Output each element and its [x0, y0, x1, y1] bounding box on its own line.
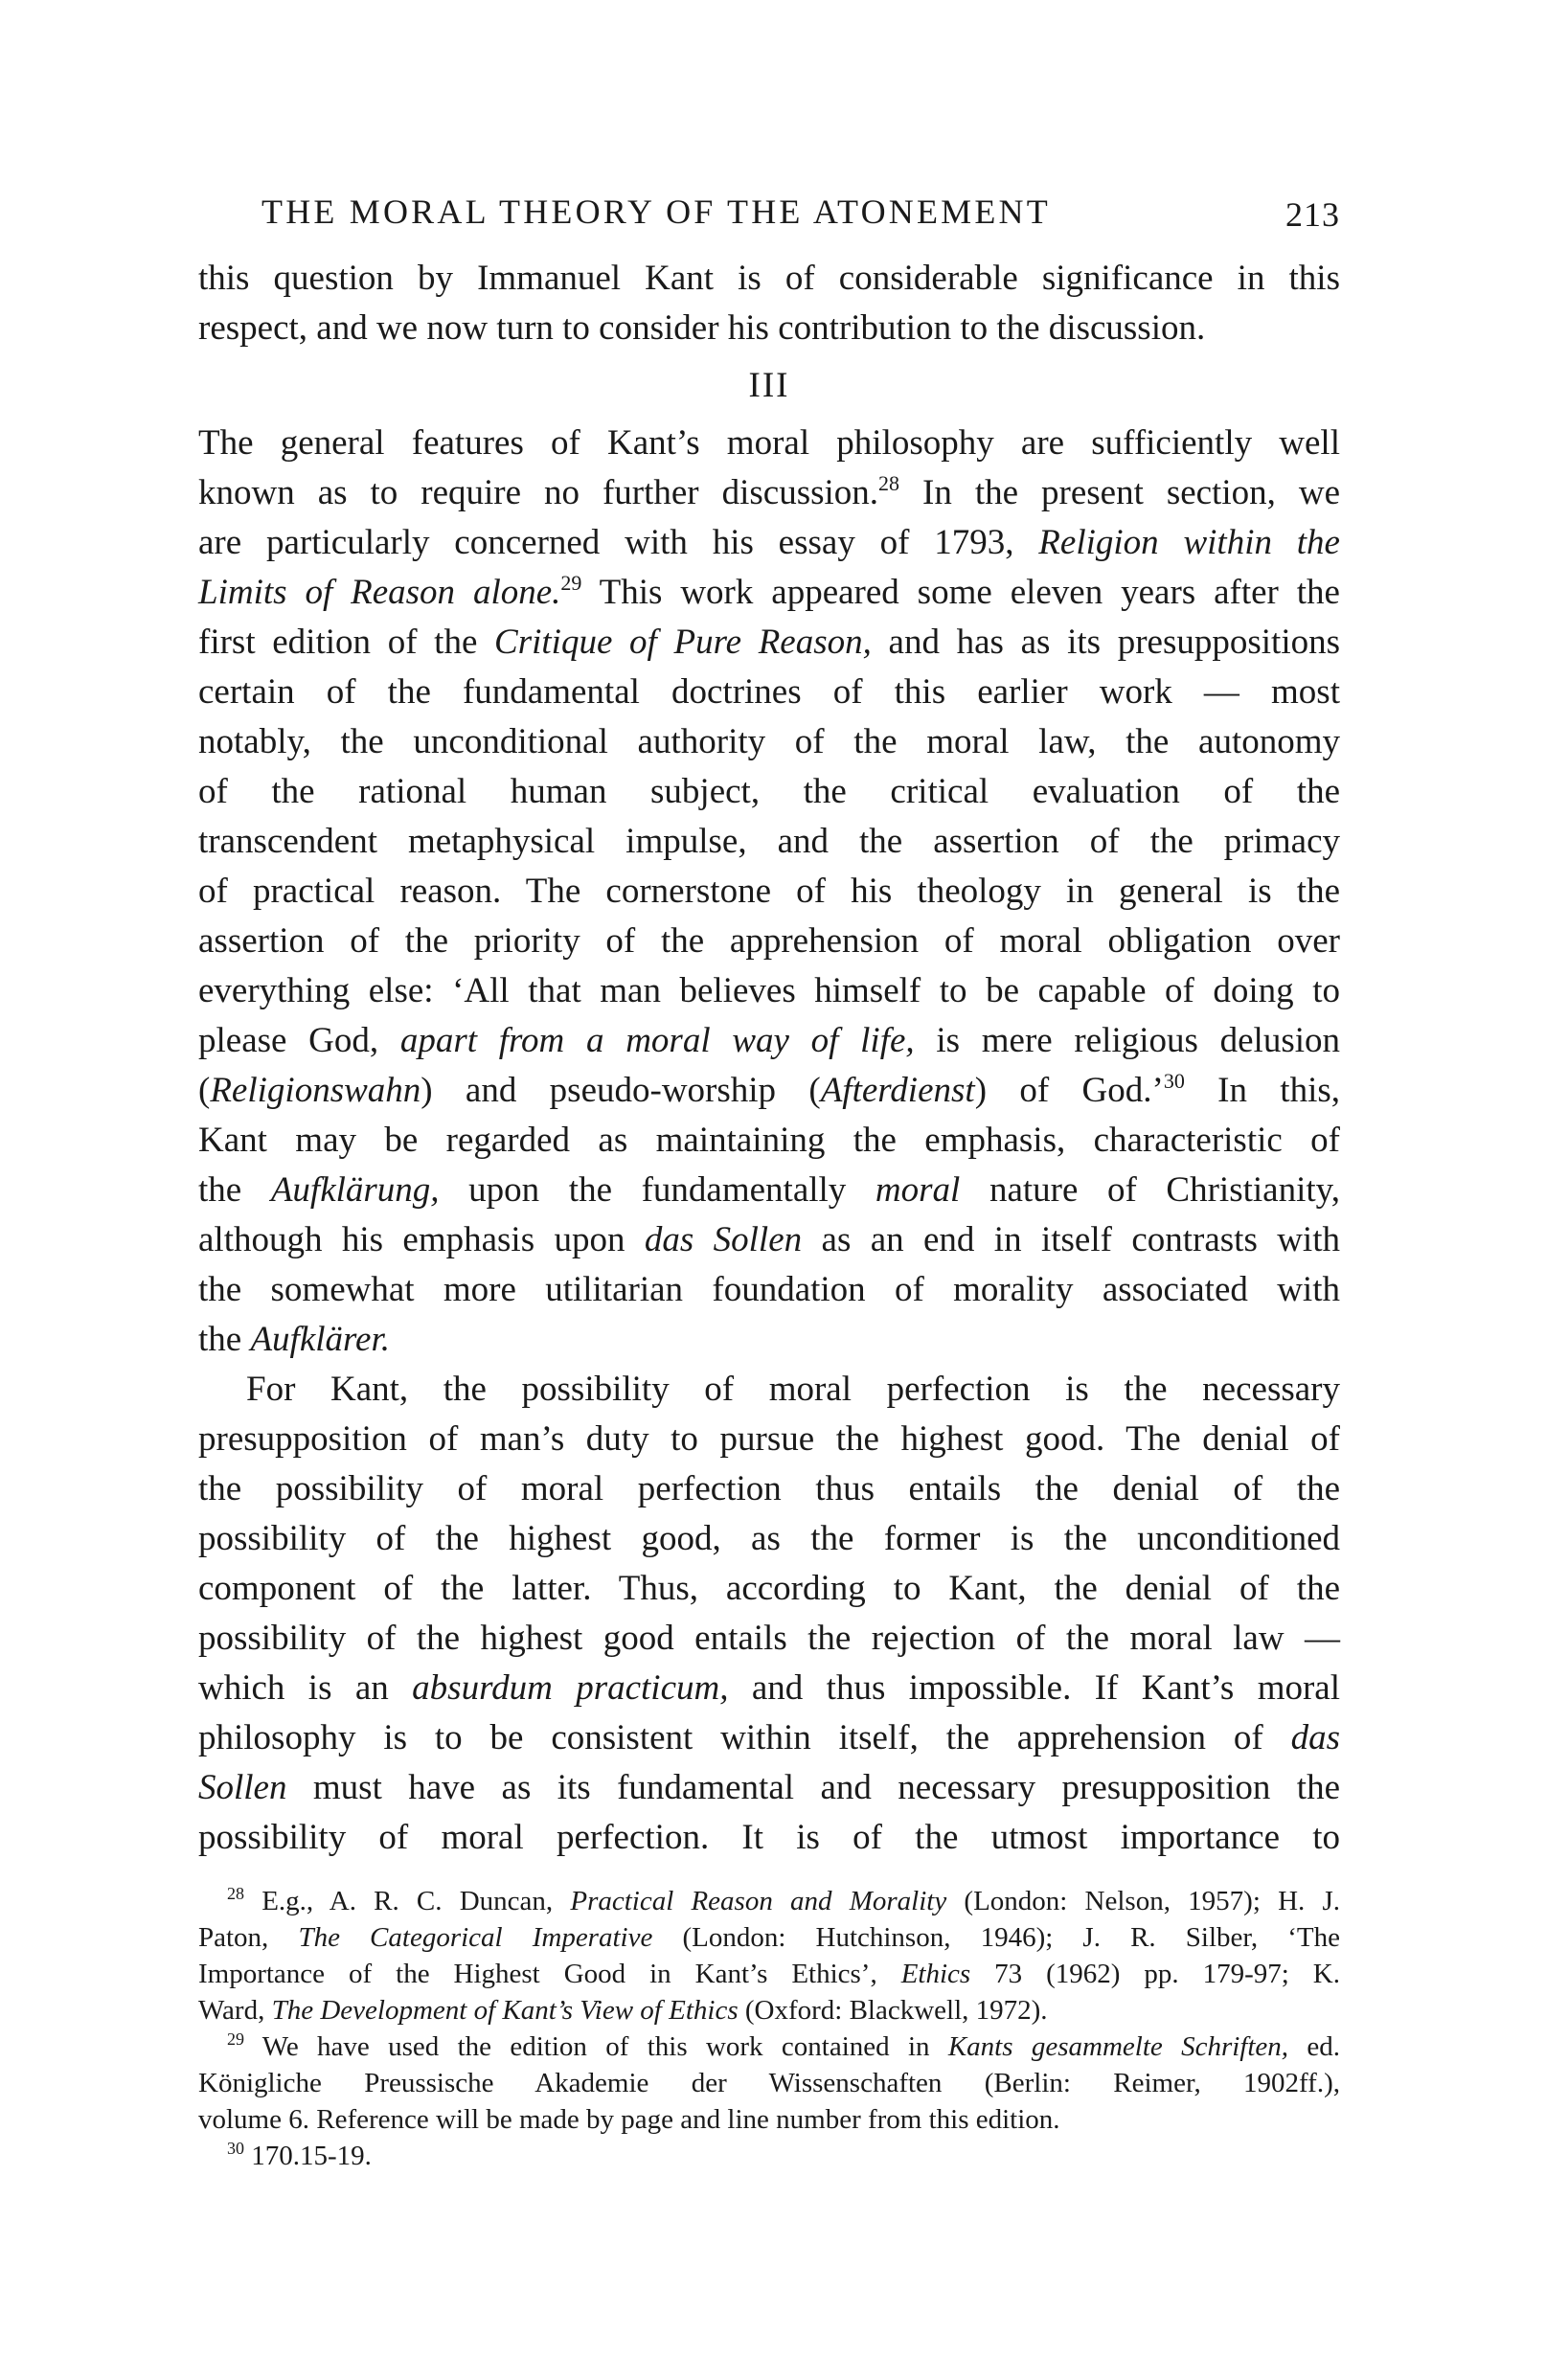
footnote-line: $^{28}$ E.g., A. R. C. Duncan, Practical Reason and Morality (London: Nelson, 1957); H. J.	[227, 1884, 1340, 1916]
footnote-line: Importance of the Highest Good in Kant’s Ethics’, Ethics 73 (1962) pp. 179-97; K.	[198, 1959, 1340, 1989]
text-line: the Aufklärung, upon the fundamentally moral nature of Christianity,	[198, 1170, 1340, 1210]
text-line: philosophy is to be consistent within itself, the apprehension of das	[198, 1718, 1340, 1757]
text-line: the somewhat more utilitarian foundation of morality associated with	[198, 1270, 1340, 1309]
footnote-marker: 28	[227, 1884, 244, 1903]
text-line: although his emphasis upon das Sollen as an end in itself contrasts with	[198, 1220, 1340, 1259]
text-line: are particularly concerned with his essay of 1793, Religion within the	[198, 523, 1340, 562]
text-line: the possibility of moral perfection thus entails the denial of the	[198, 1469, 1340, 1508]
text-line: presupposition of man’s duty to pursue the highest good. The denial of	[198, 1419, 1340, 1459]
text-line: possibility of the highest good entails the rejection of the moral law —	[198, 1619, 1340, 1658]
text-line: the Aufklärer.	[198, 1320, 391, 1359]
paragraph-intro	[198, 254, 1340, 353]
text-line: component of the latter. Thus, according to Kant, the denial of the	[198, 1569, 1340, 1608]
footnote-30	[198, 2138, 1340, 2174]
text-line: of practical reason. The cornerstone of his theology in general is the	[198, 872, 1340, 911]
text-line: everything else: ‘All that man believes himself to be capable of doing to	[198, 971, 1340, 1010]
text-line: Sollen must have as its fundamental and necessary presupposition the	[198, 1768, 1340, 1807]
footnote-line: $^{29}$ We have used the edition of this work contained in Kants gesammelte Schriften, ed.	[227, 2029, 1340, 2062]
footnote-line: Ward, The Development of Kant’s View of Ethics (Oxford: Blackwell, 1972).	[198, 1995, 1048, 2026]
footnotes	[198, 1883, 1340, 2174]
text-line: respect, and we now turn to consider his contribution to the discussion.	[198, 308, 1206, 348]
footnote-line: Königliche Preussische Akademie der Wissenschaften (Berlin: Reimer, 1902ff.),	[198, 2068, 1340, 2098]
text-line: possibility of moral perfection. It is of the utmost importance to	[198, 1818, 1340, 1857]
text-line: which is an absurdum practicum, and thus impossible. If Kant’s moral	[198, 1668, 1340, 1708]
footnote-marker: 30	[227, 2139, 244, 2158]
chapter-title: THE MORAL THEORY OF THE ATONEMENT	[261, 193, 1051, 231]
text-line: (Religionswahn) and pseudo-worship (Afterdienst) of God.’$^{30}$ In this,	[198, 1069, 1341, 1110]
text-line: The general features of Kant’s moral philosophy are sufficiently well	[198, 423, 1340, 463]
text-line: Limits of Reason alone.$^{29}$ This work appeared some eleven years after the	[198, 571, 1340, 612]
text-line: notably, the unconditional authority of the moral law, the autonomy	[198, 722, 1340, 761]
footnote-ref-30[interactable]: 30	[1163, 1069, 1185, 1093]
footnote-29	[198, 2029, 1340, 2138]
text-line: certain of the fundamental doctrines of this earlier work — most	[198, 672, 1340, 712]
text-line: known as to require no further discussion.$^{28}$ In the present section, we	[198, 471, 1340, 512]
text-line: transcendent metaphysical impulse, and the assertion of the primacy	[198, 822, 1340, 861]
section-heading: III	[748, 366, 790, 405]
footnote-line: Paton, The Categorical Imperative (London: Hutchinson, 1946); J. R. Silber, ‘The	[198, 1922, 1341, 1953]
text-line: of the rational human subject, the critical evaluation of the	[198, 772, 1340, 811]
page-number: 213	[1285, 195, 1340, 234]
footnote-28	[198, 1883, 1340, 2029]
text-line: first edition of the Critique of Pure Reason, and has as its presuppositions	[198, 623, 1341, 662]
body-text	[198, 254, 1340, 1863]
running-head	[198, 192, 1340, 245]
footnote-marker: 29	[227, 2029, 244, 2049]
text-line: this question by Immanuel Kant is of considerable significance in this	[198, 259, 1340, 298]
text-line: For Kant, the possibility of moral perfection is the necessary	[246, 1370, 1340, 1409]
text-line: please God, apart from a moral way of life, is mere religious delusion	[198, 1021, 1341, 1060]
footnote-line: volume 6. Reference will be made by page and line number from this edition.	[198, 2104, 1060, 2135]
text-line: possibility of the highest good, as the former is the unconditioned	[198, 1519, 1340, 1558]
paragraph-moral-perfection	[198, 1365, 1340, 1863]
text-line: assertion of the priority of the apprehension of moral obligation over	[198, 921, 1340, 961]
paragraph-kant-religion	[198, 419, 1340, 1365]
footnote-ref-29[interactable]: 29	[560, 571, 582, 595]
footnote-ref-28[interactable]: 28	[878, 471, 900, 495]
footnote-line: $^{30}$ 170.15-19.	[227, 2139, 372, 2171]
text-line: Kant may be regarded as maintaining the emphasis, characteristic of	[198, 1121, 1340, 1160]
